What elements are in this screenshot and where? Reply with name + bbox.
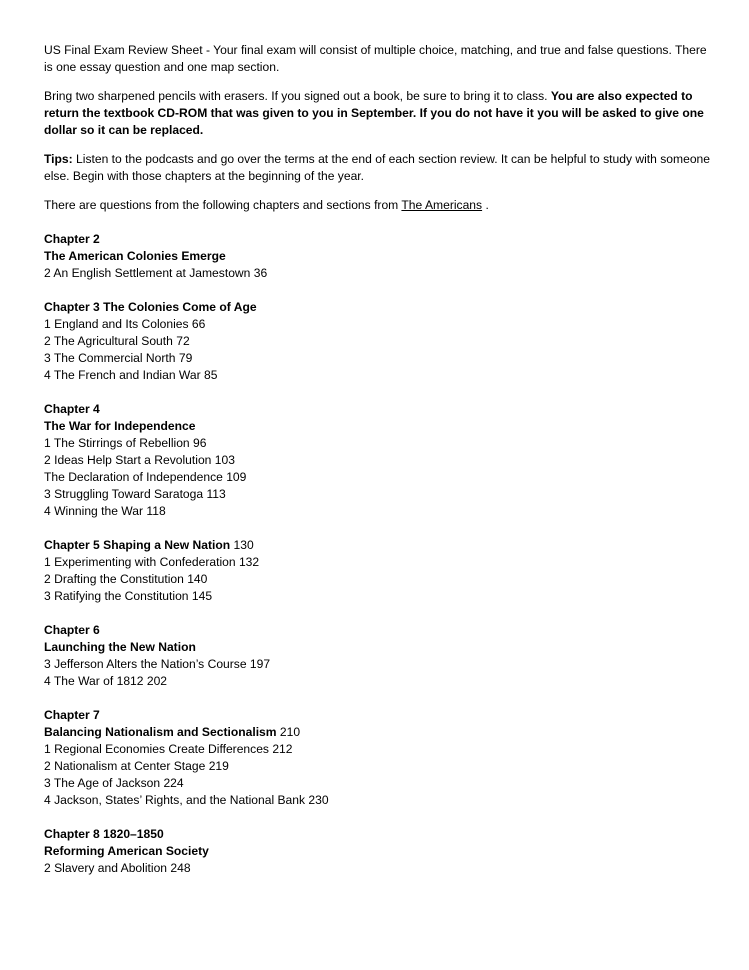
chapter-block <box>44 826 714 877</box>
tips-text: Listen to the podcasts and go over the terms at the end of each section review. It can be helpful to study with someone else. Begin with those chapters at the beginning of the year. <box>44 152 711 183</box>
chapter-heading-bold: The War for Independence <box>44 419 196 433</box>
chapter-page-number: 210 <box>276 725 301 739</box>
supplies-text: Bring two sharpened pencils with erasers. If you signed out a book, be sure to bring it to class. <box>44 89 548 103</box>
section-item: 3 Jefferson Alters the Nation’s Course 197 <box>44 657 271 671</box>
chapter-heading <box>44 537 714 554</box>
chapter-heading-bold: Reforming American Society <box>44 844 209 858</box>
chapter-heading-bold: Balancing Nationalism and Sectionalism <box>44 725 277 739</box>
chapter-heading-bold: Chapter 4 <box>44 402 100 416</box>
chapter-heading-bold: Chapter 8 1820–1850 <box>44 827 164 841</box>
section-item: 4 The War of 1812 202 <box>44 674 168 688</box>
cd-rom-warning: You are also expected to return the textbook CD-ROM that was given to you in September. If you do not have it you will be asked to give one dollar so it can be replaced. <box>44 89 704 137</box>
chapter-heading <box>44 724 714 741</box>
section-item: 2 An English Settlement at Jamestown 36 <box>44 266 268 280</box>
section-item: 1 Regional Economies Create Differences 212 <box>44 742 293 756</box>
chapter-heading <box>44 248 714 265</box>
intro-paragraph <box>44 42 714 76</box>
chapter-heading-bold: Launching the New Nation <box>44 640 196 654</box>
section-item: 2 Ideas Help Start a Revolution 103 <box>44 453 235 467</box>
chapter-heading <box>44 639 714 656</box>
section-item: 2 Drafting the Constitution 140 <box>44 572 208 586</box>
chapter-heading <box>44 418 714 435</box>
chapter-heading-bold: Chapter 6 <box>44 623 100 637</box>
section-item: 2 The Agricultural South 72 <box>44 334 190 348</box>
section-item: The Declaration of Independence 109 <box>44 470 247 484</box>
section-item: 2 Nationalism at Center Stage 219 <box>44 759 229 773</box>
section-item: 4 Jackson, States’ Rights, and the National Bank 230 <box>44 793 329 807</box>
chapter-page-number: 130 <box>230 538 254 552</box>
chapters-intro-end: . <box>485 198 489 212</box>
chapters-intro-paragraph <box>44 197 714 214</box>
chapter-heading <box>44 826 714 843</box>
section-item: 1 England and Its Colonies 66 <box>44 317 206 331</box>
tips-paragraph <box>44 151 714 185</box>
review-sheet <box>44 42 714 894</box>
chapter-heading-bold: Chapter 7 <box>44 708 100 722</box>
chapter-block <box>44 299 714 384</box>
chapter-block <box>44 707 714 809</box>
textbook-title: The Americans <box>401 198 483 212</box>
chapter-block <box>44 622 714 690</box>
chapter-heading <box>44 299 714 316</box>
chapter-block <box>44 401 714 520</box>
section-item: 3 Struggling Toward Saratoga 113 <box>44 487 226 501</box>
chapter-heading <box>44 401 714 418</box>
intro-text: US Final Exam Review Sheet - Your final exam will consist of multiple choice, matching, and true and false questions. There is one essay question and one map section. <box>44 43 707 74</box>
section-item: 4 Winning the War 118 <box>44 504 166 518</box>
chapter-heading-bold: Chapter 5 Shaping a New Nation <box>44 538 231 552</box>
chapter-heading <box>44 622 714 639</box>
chapter-heading-bold: Chapter 3 The Colonies Come of Age <box>44 300 257 314</box>
supplies-paragraph <box>44 88 714 139</box>
section-item: 2 Slavery and Abolition 248 <box>44 861 191 875</box>
chapter-heading-bold: The American Colonies Emerge <box>44 249 226 263</box>
chapter-heading <box>44 843 714 860</box>
chapters-intro-text: There are questions from the following chapters and sections from <box>44 198 399 212</box>
chapter-list <box>44 231 714 877</box>
chapter-heading <box>44 707 714 724</box>
section-item: 3 The Age of Jackson 224 <box>44 776 184 790</box>
section-item: 1 The Stirrings of Rebellion 96 <box>44 436 207 450</box>
section-item: 3 Ratifying the Constitution 145 <box>44 589 213 603</box>
chapter-block <box>44 231 714 282</box>
section-item: 3 The Commercial North 79 <box>44 351 193 365</box>
chapter-heading <box>44 231 714 248</box>
section-item: 4 The French and Indian War 85 <box>44 368 218 382</box>
chapter-heading-bold: Chapter 2 <box>44 232 100 246</box>
tips-label: Tips: <box>44 152 73 166</box>
section-item: 1 Experimenting with Confederation 132 <box>44 555 260 569</box>
chapter-block <box>44 537 714 605</box>
